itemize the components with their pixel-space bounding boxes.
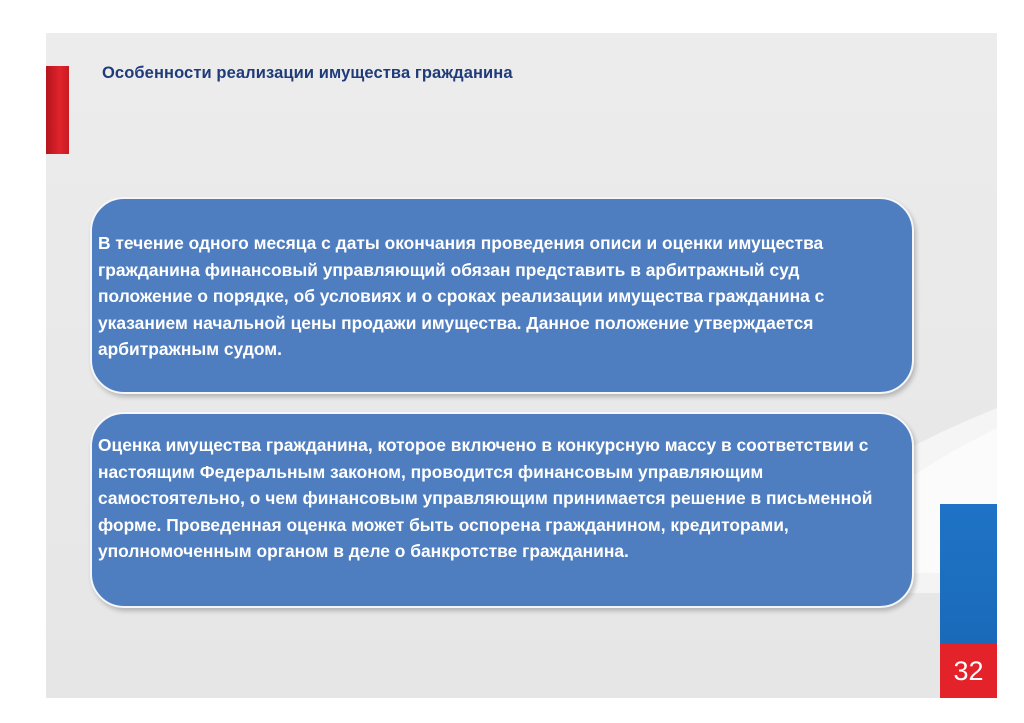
- info-box-2: [90, 412, 914, 608]
- info-box-1-text: В течение одного месяца с даты окончания проведения описи и оценки имущества гражданина финансовый управляющий обязан представить в арбитражный суд положение о порядке, об условиях и о сроках реализации имущества гражданина с указанием начальной цены продажи имущества. Данное положение утверждается арбитражным судом.: [98, 233, 825, 360]
- info-box-2-text: Оценка имущества гражданина, которое включено в конкурсную массу в соответствии с настоящим Федеральным законом, проводится финансовым управляющим самостоятельно, о чем финансовым управляющим принимается решение в письменной форме. Проведенная оценка может быть оспорена гражданином, кредиторами, уполномоченным органом в деле о банкротстве гражданина.: [98, 435, 873, 562]
- page-number: 32: [940, 644, 997, 698]
- red-accent-bar: [46, 66, 69, 154]
- info-box-1: [90, 197, 914, 394]
- blue-accent-bar: [940, 504, 997, 644]
- slide-title: Особенности реализации имущества гражданина: [102, 64, 513, 82]
